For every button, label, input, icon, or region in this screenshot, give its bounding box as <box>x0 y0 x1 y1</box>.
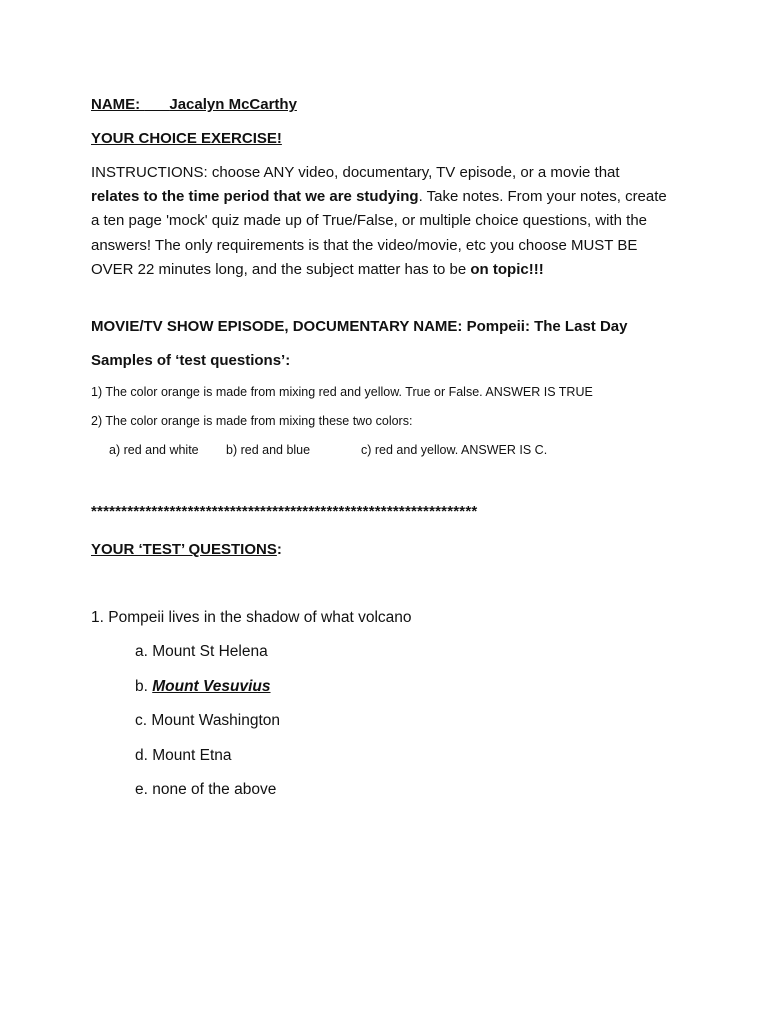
correct-answer-text: Mount Vesuvius <box>152 678 271 695</box>
option-letter: b. <box>135 678 153 695</box>
option-letter: c. <box>135 712 152 729</box>
test-heading-text: YOUR ‘TEST’ QUESTIONS <box>91 541 277 558</box>
question-1-option-d <box>135 744 232 768</box>
sample-option-a: a) red and white <box>109 443 199 457</box>
question-1-option-c <box>135 709 280 733</box>
movie-title: Pompeii: The Last Day <box>466 318 628 335</box>
exercise-title: YOUR CHOICE EXERCISE! <box>91 130 282 147</box>
option-text: Mount Etna <box>152 747 232 764</box>
instructions-text-2: . Take notes. From your notes, create a ten page 'mock' quiz made up of True/False, or multiple choice questions, with the answers! The only requirements is that the video/movie, etc you choose MUST BE OVER 22 minutes long, and the subject matter has to be <box>91 188 667 278</box>
option-letter: a. <box>135 643 153 660</box>
question-1-option-b <box>135 675 271 699</box>
instructions-text-1: INSTRUCTIONS: choose ANY video, documentary, TV episode, or a movie that <box>91 164 620 181</box>
question-1-text: 1. Pompeii lives in the shadow of what volcano <box>91 609 412 626</box>
star-divider: **************************************************************** <box>91 503 478 520</box>
sample-question-1: 1) The color orange is made from mixing red and yellow. True or False. ANSWER IS TRUE <box>91 385 593 399</box>
sample-question-2-options <box>0 438 768 462</box>
name-blank: ___ <box>144 96 170 113</box>
option-letter: d. <box>135 747 153 764</box>
option-text: Mount Washington <box>151 712 281 729</box>
name-line <box>91 93 297 117</box>
movie-line <box>91 315 627 339</box>
sample-option-b: b) red and blue <box>226 443 311 457</box>
instructions-emphasis-1: relates to the time period that we are studying <box>91 188 419 206</box>
option-text: none of the above <box>152 781 277 798</box>
option-letter: e. <box>135 781 153 798</box>
instructions-paragraph <box>91 161 671 282</box>
student-name: Jacalyn McCarthy <box>169 96 297 113</box>
question-1-option-e <box>135 778 276 802</box>
name-label: NAME: <box>91 96 145 113</box>
test-questions-heading <box>91 538 282 562</box>
sample-option-c: c) red and yellow. ANSWER IS C. <box>361 443 548 457</box>
question-1-option-a <box>135 640 268 664</box>
movie-label: MOVIE/TV SHOW EPISODE, DOCUMENTARY NAME: <box>91 318 467 335</box>
instructions-emphasis-2: on topic!!! <box>470 260 544 278</box>
samples-heading: Samples of ‘test questions’: <box>91 352 291 369</box>
sample-question-2: 2) The color orange is made from mixing these two colors: <box>91 414 413 428</box>
option-text: Mount St Helena <box>152 643 268 660</box>
test-heading-colon: : <box>276 541 282 558</box>
